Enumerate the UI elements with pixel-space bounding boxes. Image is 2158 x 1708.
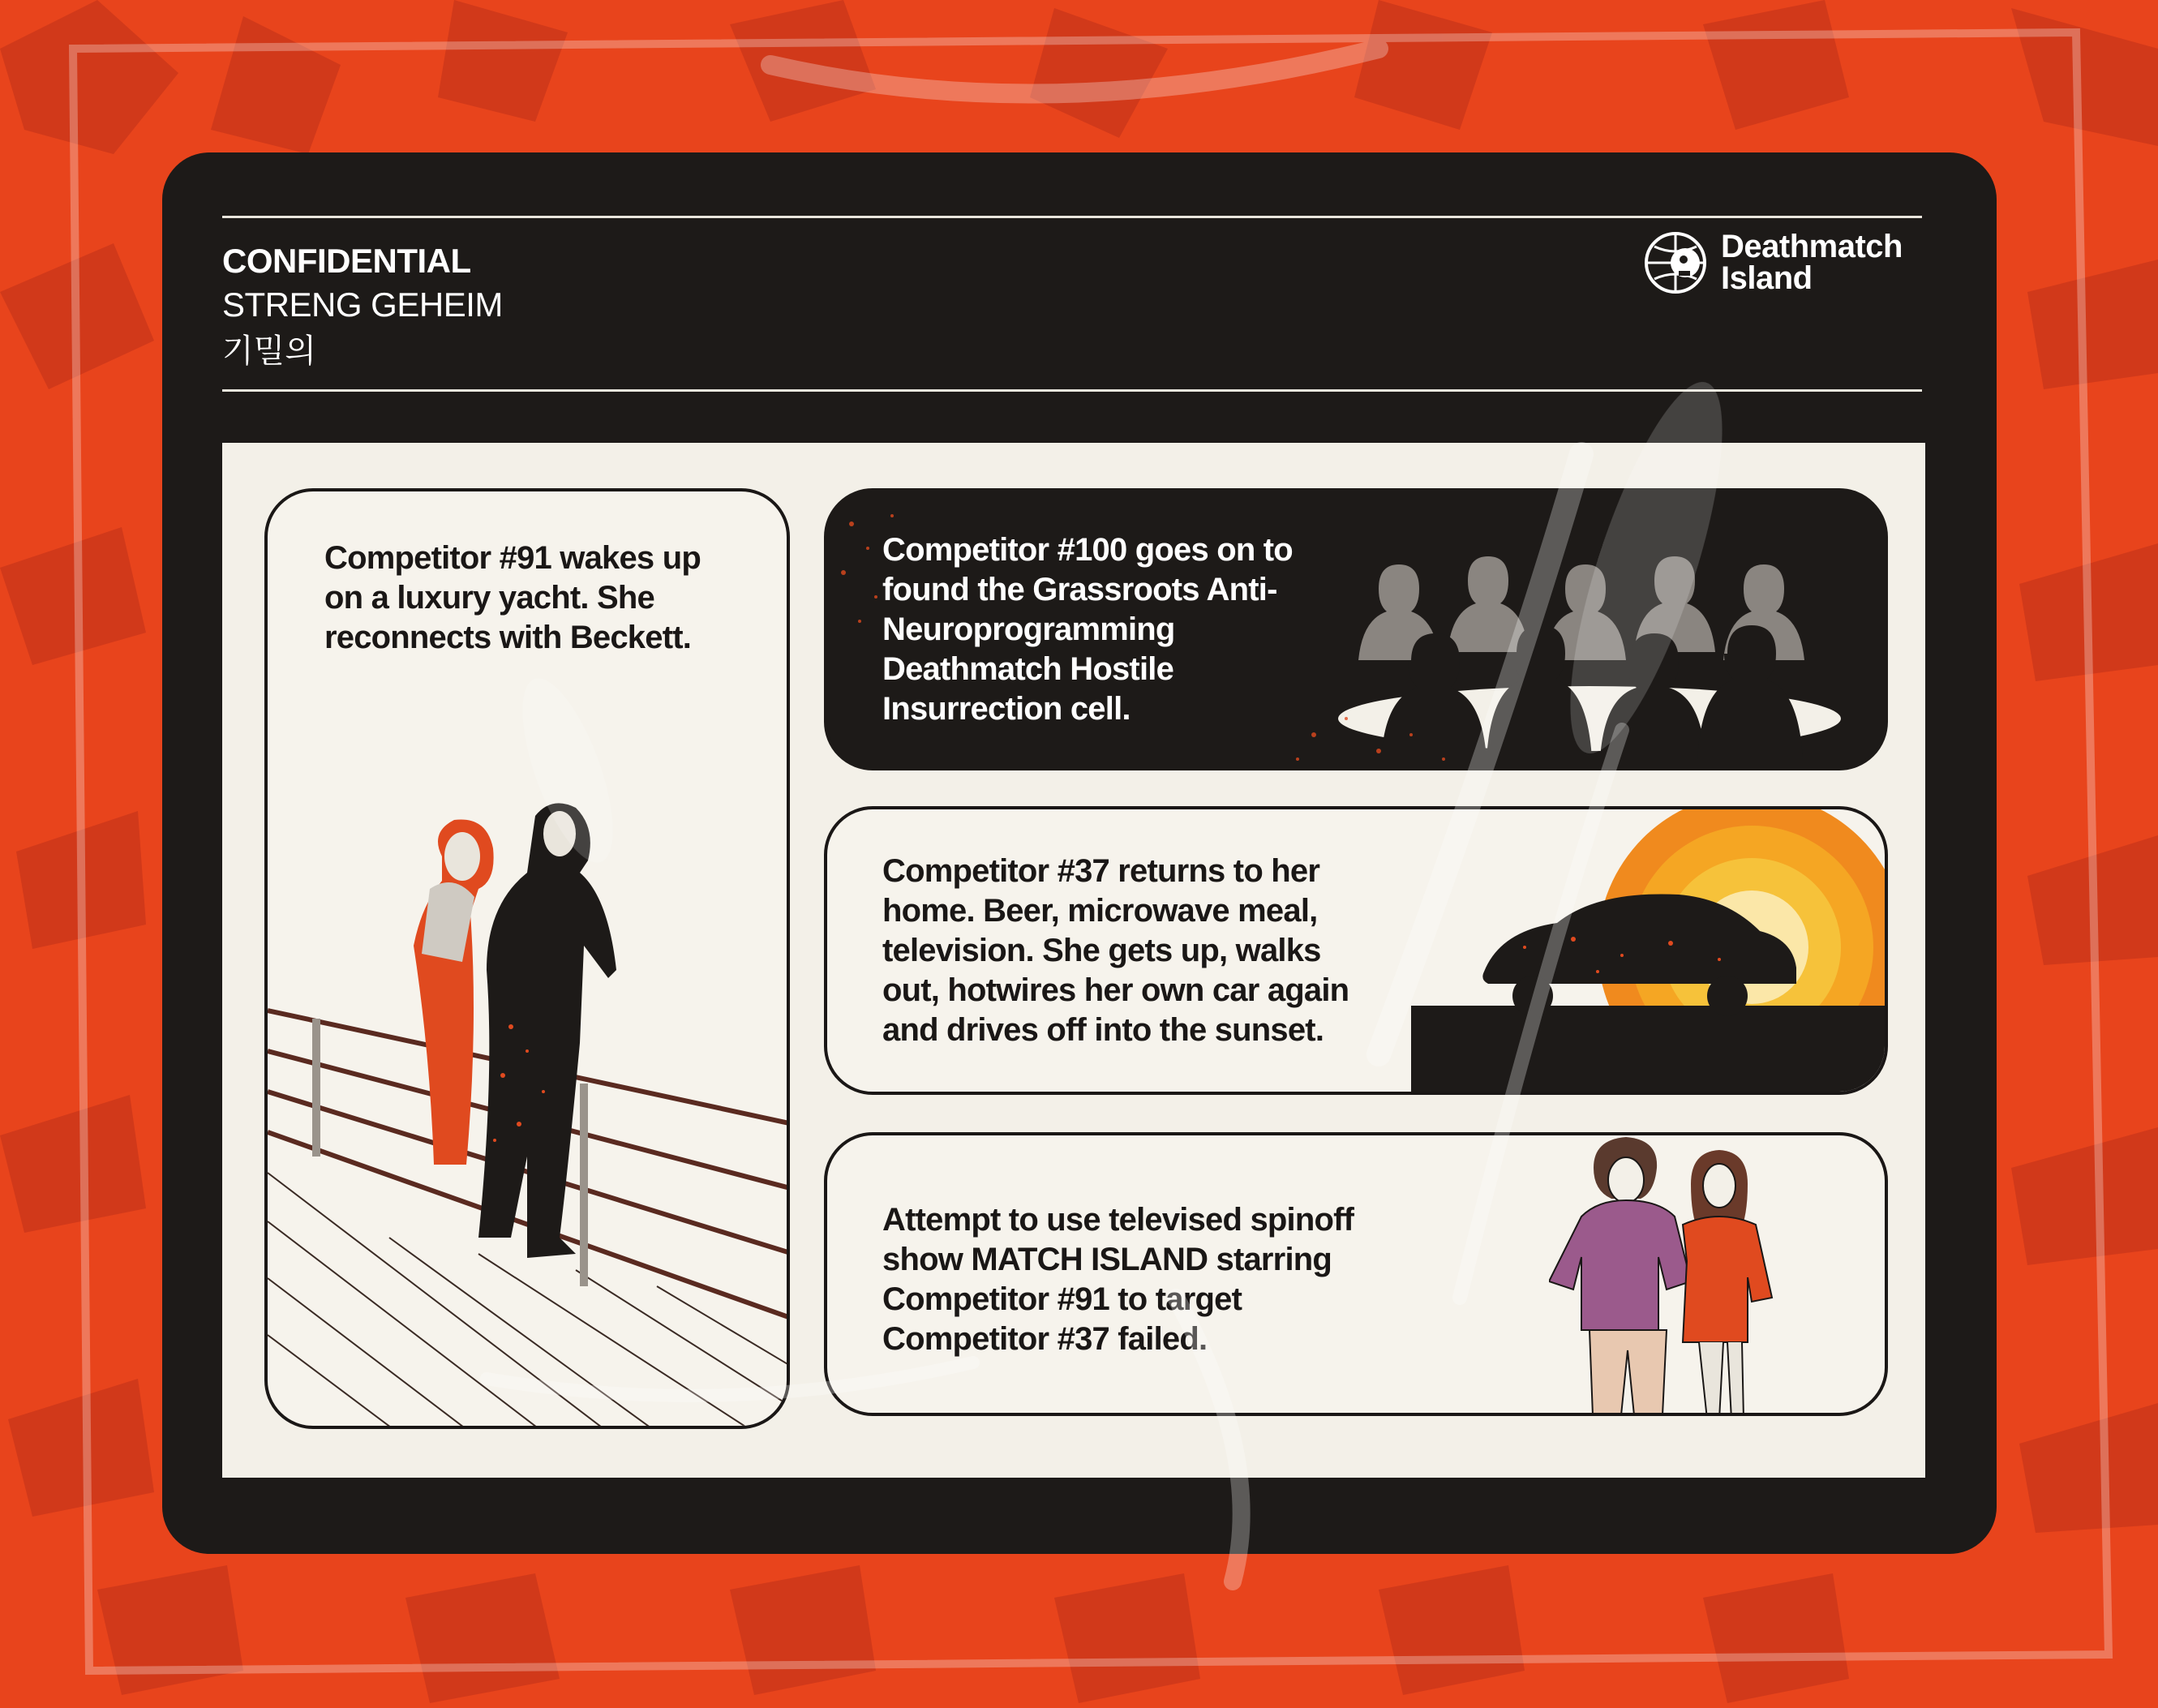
outcome-text-competitor-37: Competitor #37 returns to her home. Beer, microwave meal, television. She gets up, walks out, hotwires her own car again and drives off into the sunset. [882, 853, 1349, 1048]
couple-standing-illustration [1549, 1135, 1792, 1416]
outcome-text-match-island: Attempt to use televised spinoff show MATCH ISLAND starring Competitor #91 to target Competitor #37 failed. [882, 1202, 1354, 1357]
outcome-text-competitor-100: Competitor #100 goes on to found the Grassroots Anti-Neuroprogramming Deathmatch Hostile Insurrection cell. [882, 532, 1293, 727]
orange-speckle-texture [827, 491, 1888, 770]
classification-block [222, 240, 503, 375]
globe-skull-icon [1643, 230, 1708, 295]
korean-label: 기밀의 [222, 333, 316, 369]
car-sunset-illustration [1411, 809, 1888, 1095]
confidential-card [162, 152, 1997, 1554]
story-panel [222, 443, 1925, 1478]
couple-on-yacht-illustration [268, 783, 790, 1429]
confidential-label: CONFIDENTIAL [222, 242, 471, 280]
outcome-box-competitor-37 [824, 806, 1888, 1095]
streng-geheim-label: STRENG GEHEIM [222, 285, 503, 324]
brand-logo [1643, 230, 1932, 295]
outcome-box-competitor-91 [264, 488, 790, 1429]
outcome-box-competitor-100 [824, 488, 1888, 770]
header-rule-top [222, 216, 1922, 218]
outcome-box-match-island [824, 1132, 1888, 1416]
brand-name-line2: Island [1721, 260, 1813, 296]
header-rule-bottom [222, 389, 1922, 392]
outcome-text-competitor-91: Competitor #91 wakes up on a luxury yacht. She reconnects with Beckett. [324, 540, 701, 655]
brand-name-line1: Deathmatch [1721, 229, 1903, 264]
